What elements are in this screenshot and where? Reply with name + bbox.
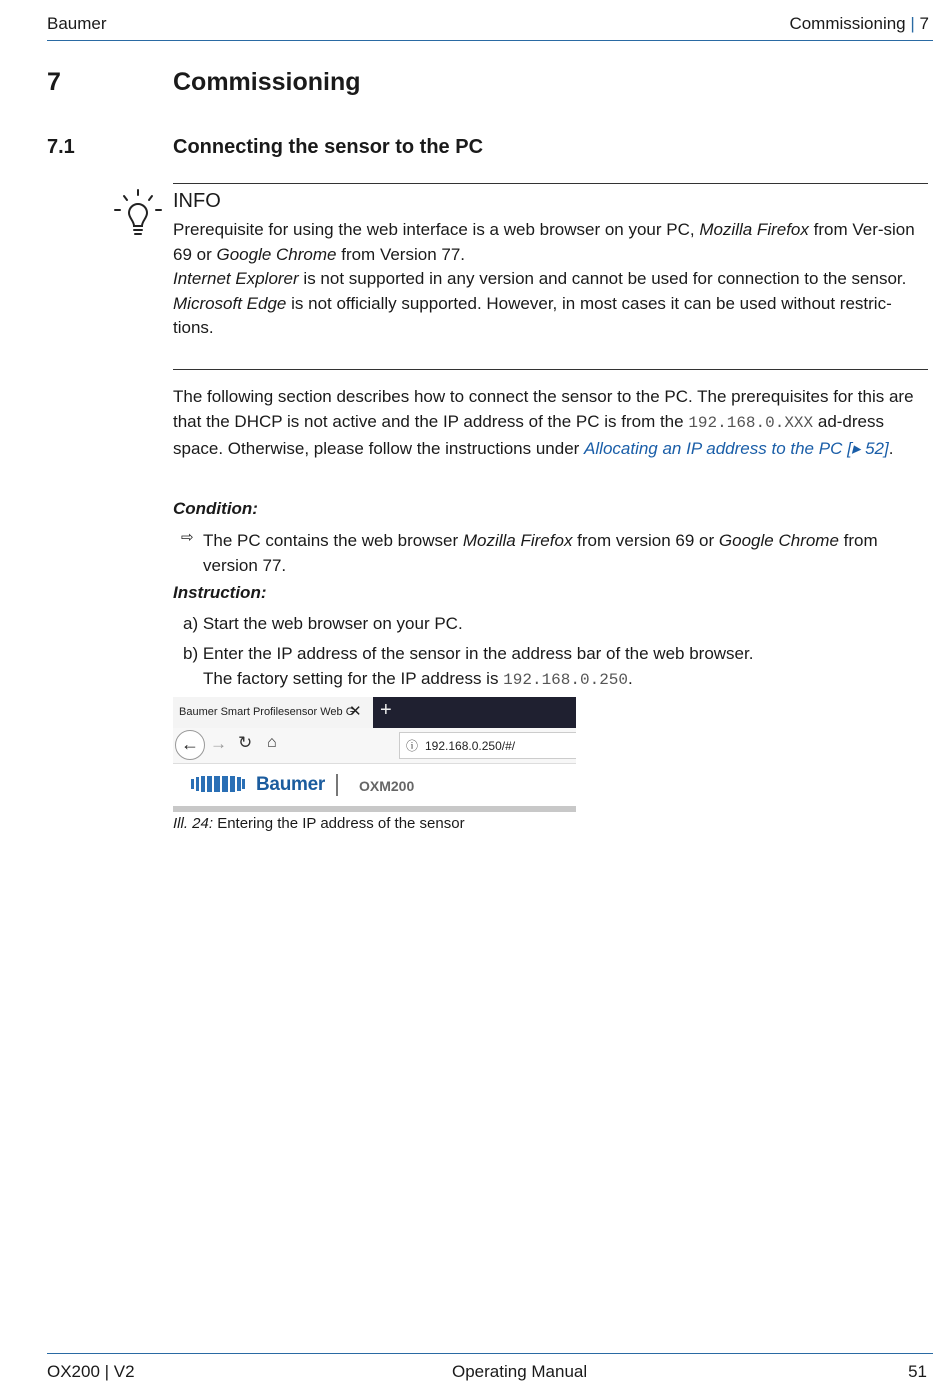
url-text: 192.168.0.250/#/ xyxy=(425,739,516,753)
info-body xyxy=(173,218,928,341)
info-paragraph-browsers: Prerequisite for using the web interface is a web browser on your PC, Mozilla Firefox from Ver-sion 69 or Google Chrome from Version 77. xyxy=(173,220,915,264)
baumer-logo-icon xyxy=(191,776,245,792)
footer-title: Operating Manual xyxy=(452,1362,588,1381)
ip-range: 192.168.0.XXX xyxy=(688,414,814,432)
web-ui-model: OXM200 xyxy=(359,778,415,794)
outlined-arrow-icon: ⇨ xyxy=(181,529,194,546)
cross-reference-link[interactable]: Allocating an IP address to the PC [▸ 52] xyxy=(584,439,889,458)
info-title: INFO xyxy=(173,190,221,212)
condition-text: The PC contains the web browser Mozilla Firefox from version 69 or Google Chrome from version 77. xyxy=(203,531,878,575)
instruction-label: Instruction: xyxy=(173,583,267,602)
figure-caption: Ill. 24: Entering the IP address of the sensor xyxy=(173,815,465,832)
info-paragraph-ie: Internet Explorer is not supported in any version and cannot be used for connection to the sensor. xyxy=(173,269,907,288)
close-icon[interactable]: ✕ xyxy=(349,703,362,720)
chapter-title: Commissioning xyxy=(173,68,361,96)
lightbulb-icon xyxy=(112,188,164,240)
section-number: 7.1 xyxy=(47,136,75,158)
header-section: Commissioning | 7 xyxy=(789,14,929,33)
page-arrow-icon: ▸ xyxy=(851,439,861,458)
reload-icon[interactable]: ↻ xyxy=(238,733,253,752)
new-tab-icon[interactable]: + xyxy=(380,699,392,721)
page-footer xyxy=(47,1353,933,1387)
browser-tab-bar xyxy=(173,697,576,728)
browser-nav-bar xyxy=(173,728,576,764)
info-icon: ⓘ xyxy=(406,739,419,753)
web-ui-brand-row xyxy=(173,765,576,805)
instruction-step-b: b) Enter the IP address of the sensor in the address bar of the web browser. xyxy=(183,644,754,663)
chapter-number: 7 xyxy=(47,68,61,96)
header-brand: Baumer xyxy=(47,14,107,33)
web-ui-bottom-bar xyxy=(173,806,576,812)
home-icon[interactable]: ⌂ xyxy=(267,734,277,751)
back-arrow-icon[interactable]: ← xyxy=(175,730,205,760)
browser-tab[interactable]: Baumer Smart Profilesensor Web G xyxy=(173,697,373,728)
browser-screenshot xyxy=(173,697,576,812)
instruction-step-b-detail: The factory setting for the IP address is 192.168.0.250. xyxy=(203,669,633,689)
condition-label: Condition: xyxy=(173,499,258,518)
section-title: Connecting the sensor to the PC xyxy=(173,136,484,158)
address-bar[interactable] xyxy=(399,732,576,759)
instruction-step-a: a) Start the web browser on your PC. xyxy=(183,614,463,633)
info-paragraph-edge: Microsoft Edge is not officially supported. However, in most cases it can be used without restric-tions. xyxy=(173,293,892,337)
footer-doc-id: OX200 | V2 xyxy=(47,1362,135,1381)
forward-arrow-icon[interactable]: → xyxy=(210,734,227,753)
factory-ip: 192.168.0.250 xyxy=(503,671,628,689)
page-header xyxy=(47,13,933,41)
intro-paragraph: The following section describes how to connect the sensor to the PC. The prerequisites for this are that the DHCP is not active and the IP address of the PC is from the 192.168.0.XXX ad-dress space. Otherwise, please follow the instructions under Allocating an IP address to the PC [▸ 52]. xyxy=(173,387,914,458)
web-ui-brand: Baumer xyxy=(256,774,325,795)
info-bottom-rule xyxy=(173,369,928,370)
info-top-rule xyxy=(173,183,928,184)
footer-page-number: 51 xyxy=(908,1362,927,1381)
brand-divider xyxy=(336,774,338,796)
